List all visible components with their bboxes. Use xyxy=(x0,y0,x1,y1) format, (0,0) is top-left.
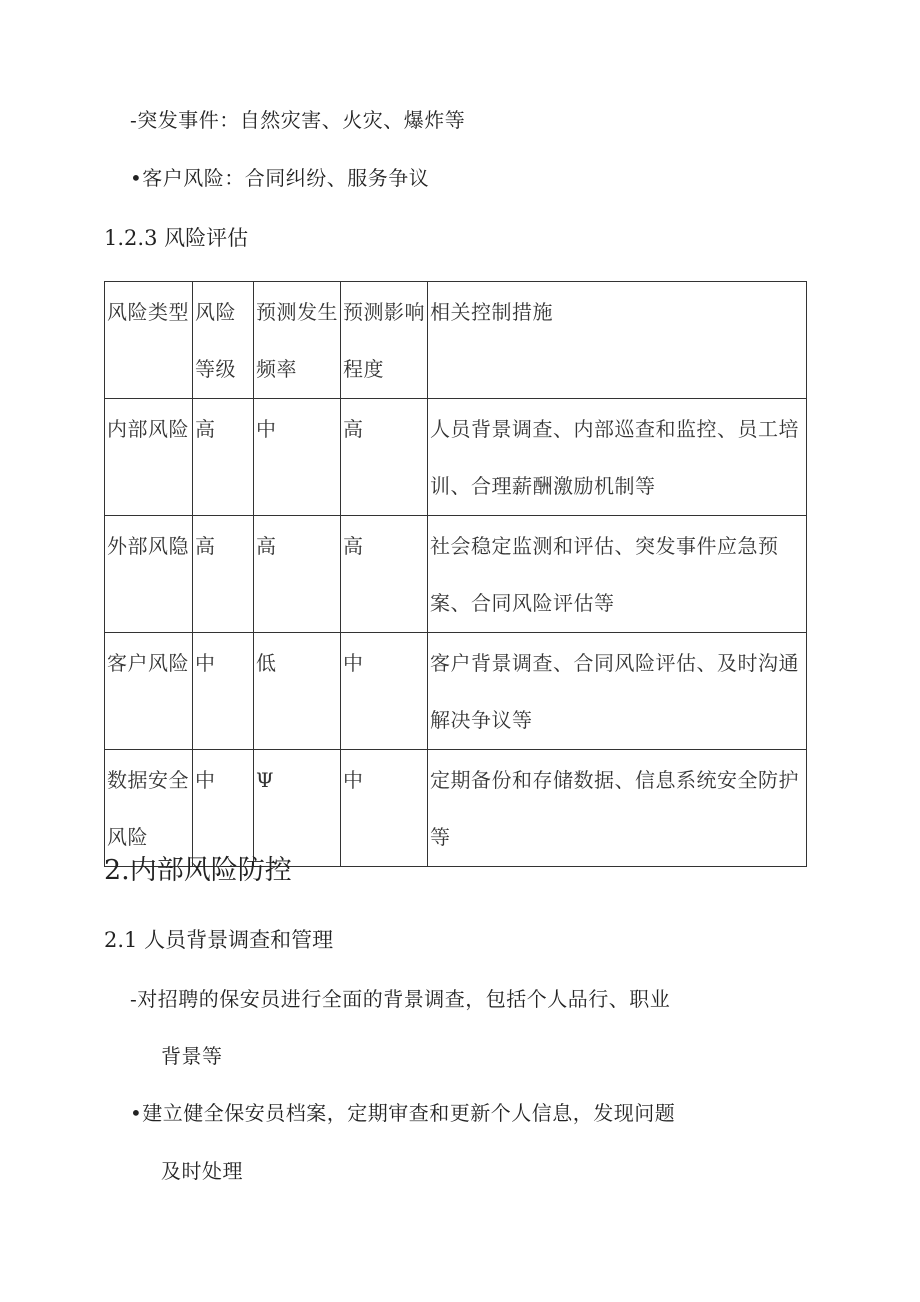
section-heading-background-check: 2.1 人员背景调查和管理 xyxy=(104,928,334,952)
cell-controls: 人员背景调查、内部巡查和监控、员工培训、合理薪酬激励机制等 xyxy=(428,399,807,516)
list-item-archive-line1: •建立健全保安员档案，定期审查和更新个人信息，发现问题 xyxy=(130,1101,676,1125)
cell-frequency: 中 xyxy=(254,399,341,516)
cell-controls: 客户背景调查、合同风险评估、及时沟通解决争议等 xyxy=(428,633,807,750)
list-item-background-check-line2: 背景等 xyxy=(161,1044,223,1068)
cell-risk-type: 客户风险 xyxy=(105,633,193,750)
cell-frequency: Ψ xyxy=(254,750,341,867)
table-row xyxy=(105,399,807,516)
section-heading-risk-assessment: 1.2.3 风险评估 xyxy=(104,226,249,250)
table-row xyxy=(105,516,807,633)
cell-impact: 中 xyxy=(341,633,428,750)
header-cell-controls: 相关控制措施 xyxy=(428,282,807,399)
cell-risk-level: 中 xyxy=(193,633,254,750)
cell-frequency: 低 xyxy=(254,633,341,750)
section-heading-internal-risk: 2.内部风险防控 xyxy=(104,855,292,886)
table-header-row xyxy=(105,282,807,399)
cell-impact: 高 xyxy=(341,399,428,516)
cell-controls: 社会稳定监测和评估、突发事件应急预案、合同风险评估等 xyxy=(428,516,807,633)
cell-risk-level: 高 xyxy=(193,516,254,633)
header-cell-frequency: 预测发生频率 xyxy=(254,282,341,399)
cell-risk-type: 数据安全风险 xyxy=(105,750,193,867)
list-item-archive-line2: 及时处理 xyxy=(161,1159,243,1183)
header-cell-impact: 预测影响程度 xyxy=(341,282,428,399)
cell-risk-type: 外部风隐 xyxy=(105,516,193,633)
intro-line-client-risk: •客户风险：合同纠纷、服务争议 xyxy=(130,166,430,190)
cell-risk-level: 高 xyxy=(193,399,254,516)
cell-impact: 中 xyxy=(341,750,428,867)
list-item-background-check-line1: -对招聘的保安员进行全面的背景调查，包括个人品行、职业 xyxy=(130,987,671,1011)
cell-controls: 定期备份和存储数据、信息系统安全防护等 xyxy=(428,750,807,867)
cell-impact: 高 xyxy=(341,516,428,633)
header-cell-risk-level: 风险等级 xyxy=(193,282,254,399)
risk-assessment-table xyxy=(104,281,807,867)
cell-frequency: 高 xyxy=(254,516,341,633)
table-row xyxy=(105,750,807,867)
table-row xyxy=(105,633,807,750)
cell-risk-type: 内部风险 xyxy=(105,399,193,516)
intro-line-emergency: -突发事件：自然灾害、火灾、爆炸等 xyxy=(130,108,466,132)
cell-risk-level: 中 xyxy=(193,750,254,867)
header-cell-risk-type: 风险类型 xyxy=(105,282,193,399)
